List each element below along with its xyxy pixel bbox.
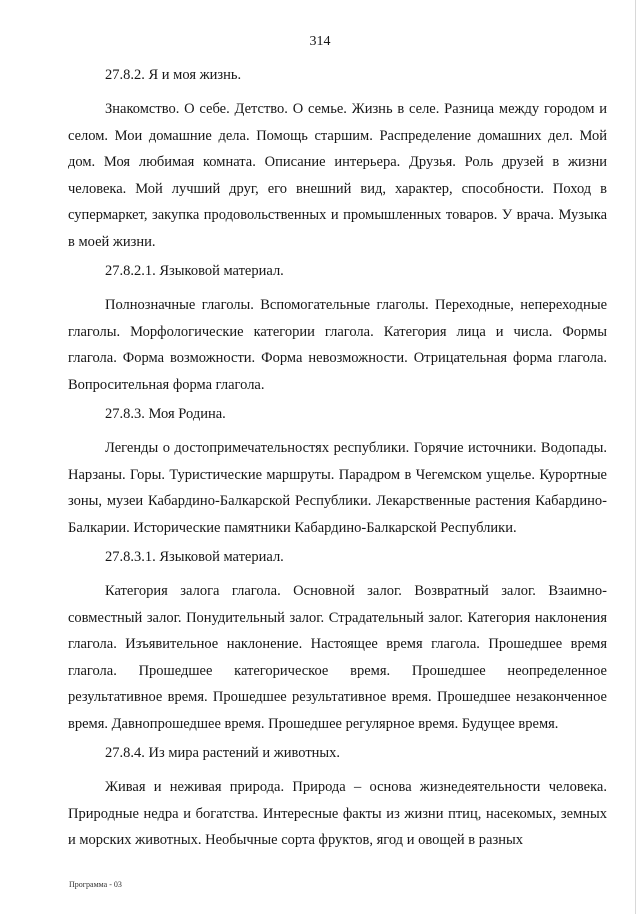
section-heading-27-8-3-1: 27.8.3.1. Языковой материал. (105, 549, 284, 565)
section-heading-27-8-4: 27.8.4. Из мира растений и животных. (105, 745, 341, 761)
section-heading-27-8-2: 27.8.2. Я и моя жизнь. (105, 67, 242, 83)
section-heading-27-8-3: 27.8.3. Моя Родина. (105, 406, 226, 422)
page-number: 314 (309, 34, 331, 49)
section-heading-27-8-2-1: 27.8.2.1. Языковой материал. (105, 263, 284, 279)
section-paragraph-27-8-3: Легенды о достопримечательностях республики. Горячие источники. Водопады. Нарзаны. Горы. Туристические маршруты. Парадром в Чегемском ущелье. Курортные зоны, музеи Кабардино-Балкарской Республики. Лекарственные растения Кабардино-Балкарии. Исторические памятники Кабардино-Балкарской Республики. (68, 440, 607, 536)
section-paragraph-27-8-3-1: Категория залога глагола. Основной залог. Возвратный залог. Взаимно-совместный залог. Понудительный залог. Страдательный залог. Категория наклонения глагола. Изъявительное наклонение. Настоящее время глагола. Прошедшее время глагола. Прошедшее категорическое время. Прошедшее неопределенное результативное время. Прошедшее результативное время. Прошедшее незаконченное время. Давнопрошедшее время. Прошедшее регулярное время. Будущее время. (68, 583, 607, 732)
section-paragraph-27-8-2-1: Полнозначные глаголы. Вспомогательные глаголы. Переходные, непереходные глаголы. Морфологические категории глагола. Категория лица и числа. Формы глагола. Форма возможности. Форма невозможности. Отрицательная форма глагола. Вопросительная форма глагола. (68, 297, 607, 393)
document-body (68, 62, 607, 854)
section-paragraph-27-8-2: Знакомство. О себе. Детство. О семье. Жизнь в селе. Разница между городом и селом. Мои домашние дела. Помощь старшим. Распределение домашних дел. Мой дом. Моя любимая комната. Описание интерьера. Друзья. Роль друзей в жизни человека. Мой лучший друг, его внешний вид, характер, способности. Поход в супермаркет, закупка продовольственных и промышленных товаров. У врача. Музыка в моей жизни. (68, 101, 607, 250)
page-footer: Программа - 03 (69, 880, 122, 889)
scan-edge-divider (635, 0, 636, 914)
section-paragraph-27-8-4: Живая и неживая природа. Природа – основа жизнедеятельности человека. Природные недра и богатства. Интересные факты из жизни птиц, насекомых, земных и морских животных. Необычные сорта фруктов, ягод и овощей в разных (68, 779, 607, 848)
